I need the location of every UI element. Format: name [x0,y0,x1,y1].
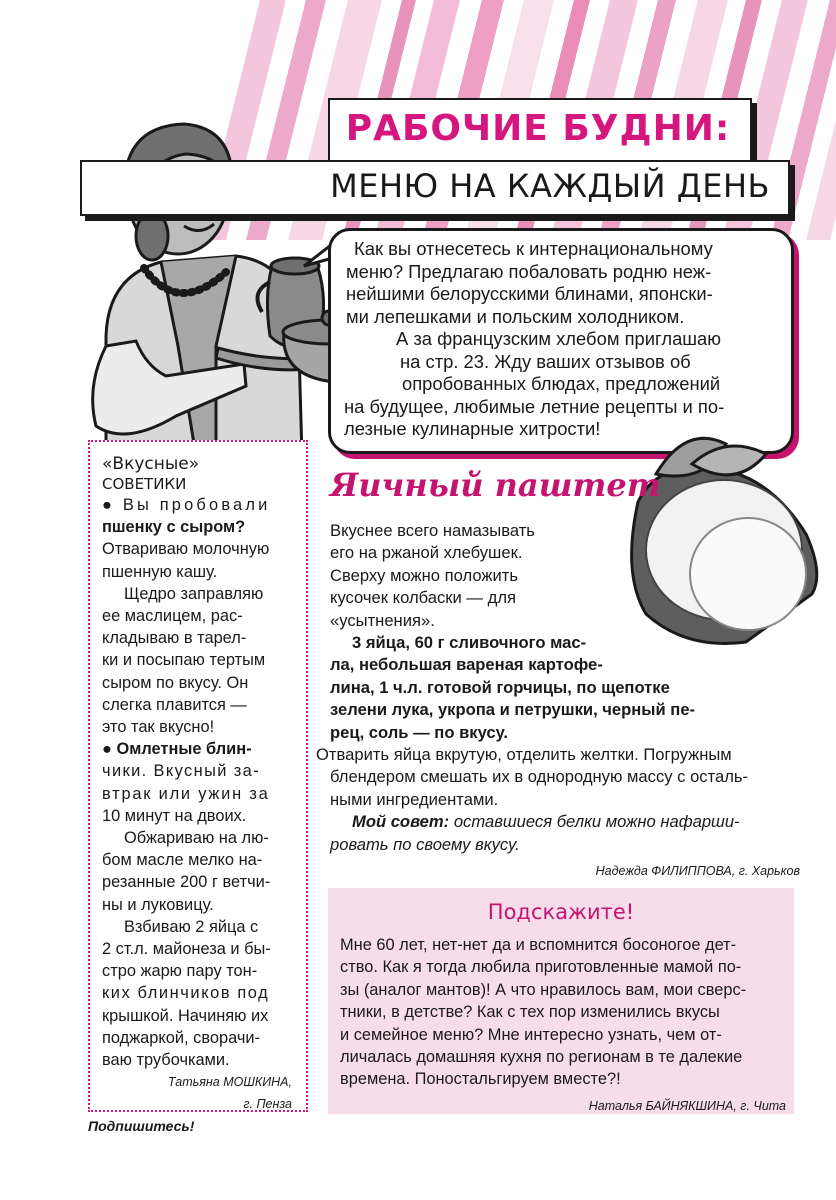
method-line: блендером смешать их в однородную массу с осталь- [330,767,749,787]
tips-subheading: СОВЕТИКИ [102,475,187,493]
hint-title: Подскажите! [487,900,635,924]
hint-line: зы (аналог мантов)! А что нравилось вам, мои сверс- [340,980,747,999]
page-title: РАБОЧИЕ БУДНИ: [345,108,731,149]
hint-body [340,934,786,1117]
tip-line: ны и луковицу. [102,895,214,914]
tip-line: слегка плавится — [102,695,247,714]
tips-signature-city: г. Пенза [243,1097,292,1112]
hint-line: тники, в детстве? Как с тех пор изменились вкусы [340,1003,720,1022]
hint-signature: Наталья БАЙНЯКШИНА, г. Чита [588,1098,786,1113]
method-line: ными ингредиентами. [330,789,499,809]
intro-line: нейшими белорусскими блинами, японски- [346,283,713,304]
intro-text [344,238,774,441]
tip-line: Щедро заправляю [124,584,264,603]
tip-line: резанные 200 г ветчи- [102,873,271,892]
tip-line: ● Вы пробовали [102,496,271,514]
tip-line: ● Омлетные блин- [102,740,252,759]
tip-line: крышкой. Начиняю их [102,1006,269,1025]
tip-line: ки и посыпаю тертым [102,651,266,670]
tip-line: втрак или ужин за [102,784,270,803]
hint-line: и семейное меню? Мне интересно узнать, чем от- [340,1025,722,1044]
tip-line: сыром по вкусу. Он [102,673,249,692]
intro-line: опробованных блюдах, предложений [402,373,721,394]
tip-line: это так вкусно! [102,718,215,737]
tip-line: Обжариваю на лю- [124,829,269,848]
tip-line: кладываю в тарел- [102,629,247,648]
tip-line: поджаркой, сворачи- [102,1028,260,1047]
intro-line: лезные кулинарные хитрости! [344,418,601,439]
page-subtitle: МЕНЮ НА КАЖДЫЙ ДЕНЬ [330,167,770,205]
tips-signature-name: Татьяна МОШКИНА, [167,1075,292,1090]
hint-line: Мне 60 лет, нет-нет да и вспомнится босоногое дет- [340,936,737,954]
tip-line: Взбиваю 2 яйца с [124,917,259,936]
tips-heading: «Вкусные» [102,454,200,474]
subscribe-link[interactable]: Подпишитесь! [88,1118,195,1134]
ingredient-line: рец, соль — по вкусу. [330,722,508,742]
tip-line: Отвариваю молочную [102,540,270,559]
recipe-intro-line: Вкуснее всего намазывать [330,521,535,540]
tip-line: бом масле мелко на- [102,851,263,870]
recipe-intro-line: его на ржаной хлебушек. [330,543,523,563]
hint-line: личалась домашняя кухня по регионам в те далекие [340,1048,743,1067]
recipe-signature: Надежда ФИЛИППОВА, г. Харьков [595,864,800,879]
tip-line: ваю трубочками. [102,1051,230,1070]
intro-line: на будущее, любимые летние рецепты и по- [344,395,725,417]
recipe-intro-line: «усытнения». [330,610,435,630]
ingredient-line: 3 яйца, 60 г сливочного мас- [352,633,587,653]
tip-line: 2 ст.л. майонеза и бы- [102,940,271,959]
tip-line: 10 минут на двоих. [102,806,247,825]
recipe-title: Яичный паштет [330,466,661,504]
intro-line: на стр. 23. Жду ваших отзывов об [400,350,691,372]
advice-label: Мой совет: [352,812,450,832]
hint-line: времена. Поностальгируем вместе?! [340,1070,621,1089]
advice-line: ровать по своему вкусу. [330,834,520,854]
tip-line: пшенную кашу. [102,562,218,581]
intro-line: меню? Предлагаю побаловать родню неж- [346,260,712,282]
tip-line: ких блинчиков под [102,984,270,1003]
tip-line: стро жарю пару тон- [102,962,258,981]
ingredient-line: лина, 1 ч.л. готовой горчицы, по щепотке [330,677,670,697]
method-line: Отварить яйца вкрутую, отделить желтки. Погружным [316,745,732,765]
recipe-intro-line: Сверху можно положить [330,565,519,585]
recipe-intro-line: кусочек колбаски — для [330,588,516,608]
ingredient-line: ла, небольшая вареная картофе- [330,655,603,675]
intro-line: А за французским хлебом приглашаю [396,328,722,349]
recipe-body [316,520,800,883]
tip-line: ее маслицем, рас- [102,607,243,626]
tips-column [102,454,292,1116]
ingredient-line: зелени лука, укропа и петрушки, черный пе- [330,700,696,720]
intro-line: ми лепешками и польским холодником. [346,305,685,327]
tip-line: чики. Вкусный за- [102,762,261,781]
intro-line: Как вы отнесетесь к интернациональному [354,238,713,259]
advice-line: оставшиеся белки можно нафарши- [453,812,740,832]
hint-line: ство. Как я тогда любила приготовленные мамой по- [340,958,742,977]
tip-line: пшенку с сыром? [102,518,246,537]
